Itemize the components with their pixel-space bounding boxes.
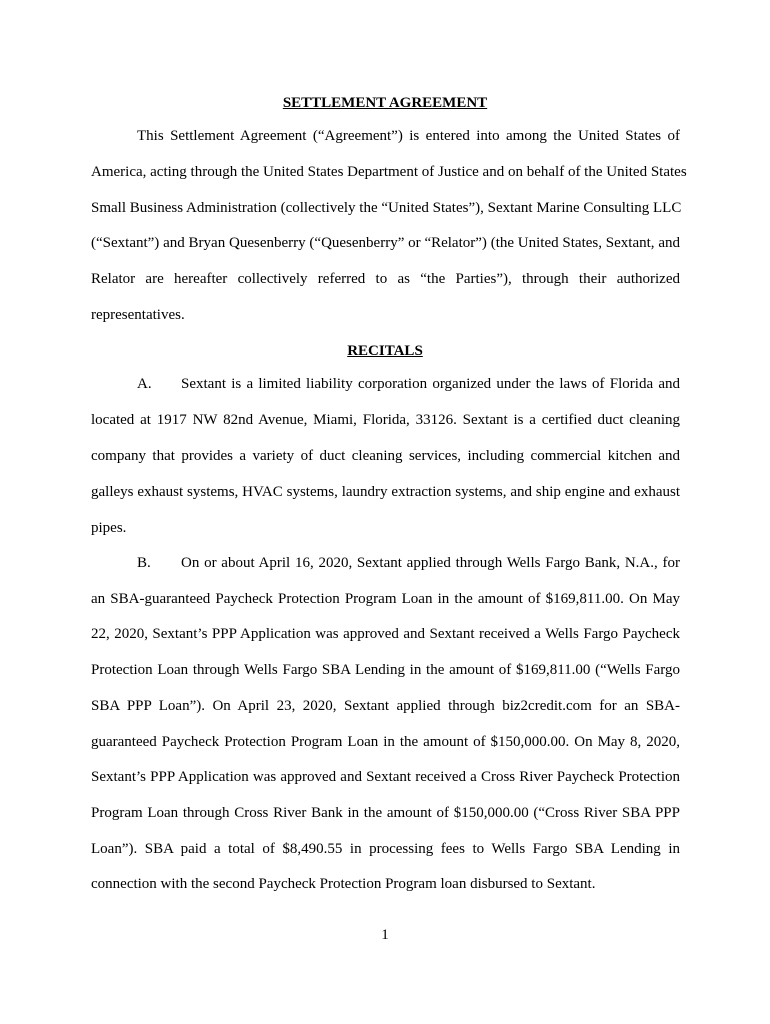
intro-line: representatives.: [91, 307, 185, 323]
recital-b-line: Loan”). SBA paid a total of $8,490.55 in processing fees to Wells Fargo SBA Lending in: [91, 841, 680, 857]
recital-b-line: connection with the second Paycheck Protection Program loan disbursed to Sextant.: [91, 876, 596, 892]
recital-b-line: Sextant’s PPP Application was approved and Sextant received a Cross River Paycheck Protection: [91, 769, 680, 785]
recital-b-marker: B.: [137, 555, 151, 571]
intro-line: America, acting through the United States Department of Justice and on behalf of the United States: [91, 164, 687, 180]
recital-a-first-line: [137, 374, 680, 394]
recital-a-line: galleys exhaust systems, HVAC systems, laundry extraction systems, and ship engine and exhaust: [91, 484, 680, 500]
recital-b-line: On or about April 16, 2020, Sextant applied through Wells Fargo Bank, N.A., for: [181, 555, 680, 571]
recital-b-first-line: [137, 553, 680, 573]
recital-b-line: an SBA-guaranteed Paycheck Protection Program Loan in the amount of $169,811.00. On May: [91, 591, 680, 607]
intro-line: This Settlement Agreement (“Agreement”) is entered into among the United States of: [137, 128, 680, 144]
recital-b-line: Protection Loan through Wells Fargo SBA Lending in the amount of $169,811.00 (“Wells Fargo: [91, 662, 680, 678]
intro-line: (“Sextant”) and Bryan Quesenberry (“Quesenberry” or “Relator”) (the United States, Sextant, and: [91, 235, 680, 251]
recital-b-line: Program Loan through Cross River Bank in the amount of $150,000.00 (“Cross River SBA PPP: [91, 805, 680, 821]
document-title: SETTLEMENT AGREEMENT: [282, 95, 488, 111]
intro-line: Small Business Administration (collectively the “United States”), Sextant Marine Consulting LLC: [91, 200, 682, 216]
recital-b-line: SBA PPP Loan”). On April 23, 2020, Sextant applied through biz2credit.com for an SBA-: [91, 698, 680, 714]
recital-a-marker: A.: [137, 376, 152, 392]
page-number: 1: [381, 927, 389, 943]
recital-b-line: 22, 2020, Sextant’s PPP Application was approved and Sextant received a Wells Fargo Paycheck: [91, 626, 680, 642]
recitals-heading: RECITALS: [347, 343, 423, 359]
recital-a-line: located at 1917 NW 82nd Avenue, Miami, Florida, 33126. Sextant is a certified duct cleaning: [91, 412, 680, 428]
recital-a-line: Sextant is a limited liability corporation organized under the laws of Florida and: [181, 376, 680, 392]
recital-a-line: company that provides a variety of duct cleaning services, including commercial kitchen and: [91, 448, 680, 464]
recital-b-line: guaranteed Paycheck Protection Program Loan in the amount of $150,000.00. On May 8, 2020,: [91, 734, 680, 750]
recital-a-line: pipes.: [91, 520, 127, 536]
intro-line: Relator are hereafter collectively referred to as “the Parties”), through their authorized: [91, 271, 680, 287]
